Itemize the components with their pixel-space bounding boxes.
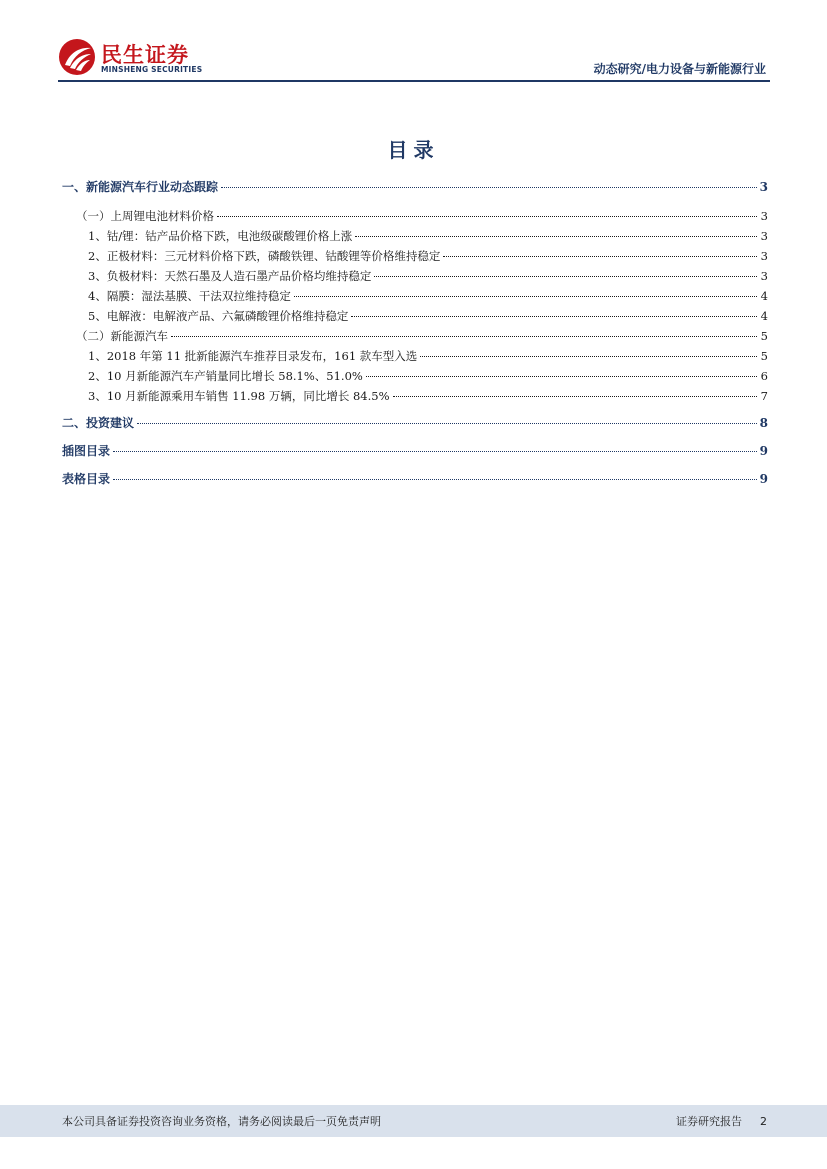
toc-leader-dots: [171, 336, 757, 337]
header-divider: [58, 80, 770, 82]
page-header: [0, 0, 827, 84]
toc-entry-title: 4、隔膜：湿法基膜、干法双拉维持稳定: [88, 289, 291, 303]
logo-chinese-name: 民生证券: [101, 43, 189, 67]
minsheng-logo-icon: [58, 38, 96, 76]
toc-entry[interactable]: [62, 414, 768, 432]
toc-leader-dots: [393, 396, 757, 397]
toc-page-number: 7: [760, 389, 768, 403]
toc-leader-dots: [113, 479, 757, 480]
toc-entry[interactable]: [62, 347, 768, 365]
toc-leader-dots: [221, 187, 757, 188]
toc-page-number: 9: [759, 444, 768, 458]
toc-entry-title: 插图目录: [62, 444, 111, 458]
toc-page-number: 5: [760, 349, 768, 363]
page-footer: [0, 1105, 827, 1137]
toc-entry-title: 5、电解液：电解液产品、六氟磷酸锂价格维持稳定: [88, 309, 349, 323]
toc-entry-title: 2、正极材料：三元材料价格下跌，磷酸铁锂、钴酸锂等价格维持稳定: [88, 249, 441, 263]
toc-page-number: 3: [760, 209, 768, 223]
toc-page-number: 3: [760, 249, 768, 263]
toc-entry[interactable]: [62, 470, 768, 488]
toc-heading: 目录: [387, 138, 440, 162]
toc-entry[interactable]: [62, 287, 768, 305]
report-category: 动态研究/电力设备与新能源行业: [593, 62, 766, 76]
toc-page-number: 3: [760, 229, 768, 243]
toc-entry[interactable]: [62, 267, 768, 285]
toc-entry[interactable]: [62, 307, 768, 325]
toc-page-number: 3: [760, 269, 768, 283]
toc-entry-title: 1、钴/锂：钴产品价格下跌，电池级碳酸锂价格上涨: [88, 229, 353, 243]
toc-entry-title: （一）上周锂电池材料价格: [76, 209, 214, 223]
toc-entry[interactable]: [62, 247, 768, 265]
footer-right: [676, 1113, 767, 1129]
toc-leader-dots: [351, 316, 757, 317]
toc-entry-title: 一、新能源汽车行业动态跟踪: [62, 180, 219, 194]
toc-leader-dots: [294, 296, 757, 297]
toc-entry-title: 1、2018 年第 11 批新能源汽车推荐目录发布，161 款车型入选: [88, 349, 418, 363]
toc-leader-dots: [137, 423, 757, 424]
toc-entry-title: 2、10 月新能源汽车产销量同比增长 58.1%、51.0%: [88, 369, 363, 383]
toc-entry-title: 二、投资建议: [62, 416, 135, 430]
toc-leader-dots: [113, 451, 757, 452]
company-logo: [58, 38, 208, 78]
toc-entry[interactable]: [62, 227, 768, 245]
toc-entry-title: （二）新能源汽车: [76, 329, 168, 343]
toc-page-number: 5: [760, 329, 768, 343]
toc-entry[interactable]: [62, 442, 768, 460]
toc-page-number: 9: [759, 472, 768, 486]
toc-entry-title: 表格目录: [62, 472, 111, 486]
toc-page-number: 8: [759, 416, 768, 430]
footer-page-number: 2: [760, 1115, 767, 1128]
toc-entry[interactable]: [62, 367, 768, 385]
toc-entry[interactable]: [62, 387, 768, 405]
toc-page-number: 4: [760, 289, 768, 303]
toc-page-number: 3: [759, 180, 768, 194]
toc-leader-dots: [217, 216, 757, 217]
toc-leader-dots: [443, 256, 757, 257]
toc-entry-title: 3、负极材料：天然石墨及人造石墨产品价格均维持稳定: [88, 269, 372, 283]
footer-disclaimer: 本公司具备证券投资咨询业务资格，请务必阅读最后一页免责声明: [62, 1115, 381, 1128]
toc-leader-dots: [374, 276, 757, 277]
toc-page-number: 4: [760, 309, 768, 323]
footer-report-type: 证券研究报告: [676, 1115, 742, 1128]
toc-entry-title: 3、10 月新能源乘用车销售 11.98 万辆，同比增长 84.5%: [88, 389, 390, 403]
logo-english-name: MINSHENG SECURITIES: [101, 65, 203, 74]
toc-leader-dots: [420, 356, 757, 357]
toc-leader-dots: [355, 236, 757, 237]
toc-entry[interactable]: [62, 178, 768, 196]
toc-page-number: 6: [760, 369, 768, 383]
toc-entry[interactable]: [62, 207, 768, 225]
toc-entry[interactable]: [62, 327, 768, 345]
toc-leader-dots: [366, 376, 757, 377]
